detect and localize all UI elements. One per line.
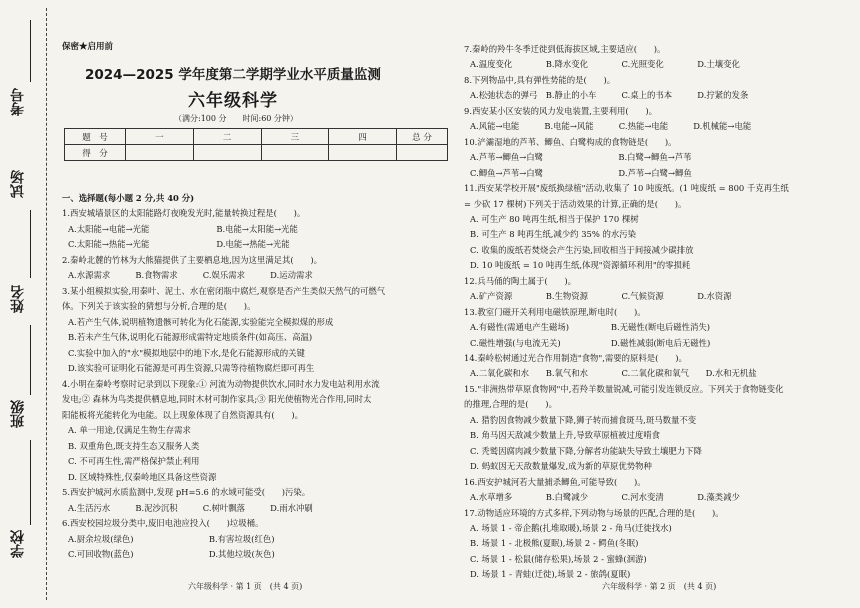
question-line: D.该实验可证明化石能源是可再生资源,只需等待植物腐烂即可再生 — [68, 363, 315, 373]
question-line: B. 角马因天敌减少数量上升,导致草原植被过度啃食 — [470, 430, 661, 441]
question-line: A.二氧化碳和水 B.氧气和水 C.二氧化碳和氧气 D.水和无机盐 — [470, 368, 757, 379]
score-table-score-row — [65, 145, 448, 161]
question-line: 13.教室门磁开关利用电磁铁原理,断电时( )。 — [464, 306, 646, 317]
exam-title: 2024—2025 学年度第二学期学业水平质量监测 — [85, 67, 381, 83]
question-line: 10.浐灞湿地的芦苇、鲫鱼、白鹭构成的食物链是( )。 — [464, 136, 677, 147]
exam-number-line — [30, 20, 31, 82]
table-cell: 得 分 — [65, 145, 126, 161]
question-line: A.水草增多 B.白鹭减少 C.河水变清 D.藻类减少 — [470, 492, 740, 503]
score-cell — [193, 145, 261, 161]
table-header-cell: 四 — [329, 129, 397, 145]
question-line: C.实验中加入的"水"模拟地层中的地下水,是化石能源形成的关键 — [68, 347, 305, 358]
name-line — [30, 325, 31, 395]
question-line: 17.动物适应环境的方式多样,下列动物与场景的匹配,合理的是( )。 — [464, 507, 724, 518]
secret-mark: 保密★启用前 — [62, 42, 114, 52]
question-line: 11.西安某学校开展"废纸换绿植"活动,收集了 10 吨废纸。(1 吨废纸 = 800 千克再生纸 — [464, 183, 789, 194]
question-line: C. 场景 1 - 松鼠(储存松果),场景 2 - 蜜蜂(洄游) — [470, 553, 647, 564]
left-page — [60, 0, 450, 608]
question-line: 15."非洲热带草原食物网"中,若羚羊数量锐减,可能引发连锁反应。下列关于食物链变化 — [464, 383, 784, 394]
question-line: B. 可生产 8 吨再生纸,减少约 35% 的水污染 — [470, 229, 636, 240]
exam-room-label: 试场 — [10, 170, 26, 198]
question-line: 2.秦岭北麓的竹林为大熊猫提供了主要栖息地,因为这里满足其( )。 — [62, 254, 323, 265]
question-line: 体。下列关于该实验的猜想与分析,合理的是( )。 — [62, 301, 256, 311]
name-label: 姓名 — [10, 285, 26, 313]
school-label: 学校 — [10, 530, 26, 558]
question-line: A.松弛状态的弹弓 B.静止的小车 C.桌上的书本 D.拧紧的发条 — [470, 90, 749, 101]
exam-room-line — [30, 210, 31, 278]
score-cell — [261, 145, 329, 161]
question-line: 1.西安城墙景区的太阳能路灯夜晚发光时,能量转换过程是( )。 — [62, 208, 306, 218]
right-page — [462, 0, 852, 608]
question-line: B. 场景 1 - 北极熊(夏眠),场景 2 - 鳄鱼(冬眠) — [470, 538, 639, 549]
question-line: A.有磁性(需通电产生磁场) B.无磁性(断电后磁性消失) — [470, 322, 710, 333]
question-line: C.可回收物(蓝色) D.其他垃圾(灰色) — [68, 549, 275, 559]
question-line: A.若产生气体,说明植物遗骸可转化为化石能源,实验能完全模拟煤的形成 — [68, 316, 334, 327]
question-line: 6.西安校园垃圾分类中,废旧电池应投入( )垃圾桶。 — [62, 518, 264, 528]
page-footer: 六年级科学 · 第 1 页 (共 4 页) — [188, 582, 303, 591]
question-line: A.水源需求 B.食物需求 C.娱乐需求 D.运动需求 — [68, 270, 313, 280]
page-footer: 六年级科学 · 第 2 页 (共 4 页) — [602, 582, 717, 591]
table-header-cell: 总 分 — [397, 129, 448, 145]
question-line: A.厨余垃圾(绿色) B.有害垃圾(红色) — [68, 533, 275, 544]
table-header-cell: 二 — [193, 129, 261, 145]
section-heading: 一、选择题(每小题 2 分,共 40 分) — [62, 193, 195, 203]
table-header-cell: 题 号 — [65, 129, 126, 145]
question-line: 3.某小组模拟实验,用秦叶、泥土、水在密闭瓶中腐烂,观察是否产生类似天然气的可燃气 — [62, 285, 386, 296]
exam-info: （满分:100 分 时间:60 分钟） — [174, 114, 298, 123]
score-cell — [329, 145, 397, 161]
question-line: C. 收集的废纸若焚烧会产生污染,回收相当于间接减少碳排放 — [470, 244, 694, 255]
table-header-cell: 一 — [126, 129, 194, 145]
question-line: C. 秃鹫因腐肉减少数量下降,分解者功能缺失导致土壤肥力下降 — [470, 445, 702, 456]
score-table — [64, 128, 448, 161]
question-line: A.风能→电能 B.电能→风能 C.热能→电能 D.机械能→电能 — [470, 121, 752, 132]
question-line: 阳能板将光能转化为电能。以上现象体现了自然资源具有( )。 — [62, 409, 304, 420]
question-line: C.鲫鱼→芦苇→白鹭 D.芦苇→白鹭→鲫鱼 — [470, 167, 692, 178]
class-label: 班级 — [10, 400, 26, 428]
question-line: D. 10 吨废纸 = 10 吨再生纸,体现"资源循环利用"的零损耗 — [470, 260, 691, 271]
question-line: 12.兵马俑的陶土属于( )。 — [464, 275, 576, 286]
question-line: D. 蚂蚁因无天敌数量爆发,成为新的草原优势物种 — [470, 461, 652, 472]
question-line: C. 不可再生性,需严格保护禁止利用 — [68, 456, 200, 466]
question-line: B.若未产生气体,说明化石能源形成需特定地质条件(如高压、高温) — [68, 332, 313, 342]
question-line: C.太阳能→热能→光能 D.电能→热能→光能 — [68, 239, 290, 249]
question-line: A.矿产资源 B.生物资源 C.气候资源 D.水资源 — [470, 291, 732, 302]
binding-strip — [0, 0, 58, 608]
class-line — [30, 440, 31, 525]
question-line: B. 双重角色,既支持生态又服务人类 — [68, 440, 200, 451]
table-header-cell: 三 — [261, 129, 329, 145]
question-line: A. 可生产 80 吨再生纸,相当于保护 170 棵树 — [470, 213, 639, 224]
question-line: = 少砍 17 棵树)下列关于活动效果的计算,正确的是( )。 — [464, 198, 687, 209]
score-table-header-row — [65, 129, 448, 145]
question-line: D. 场景 1 - 青蛙(迁徙),场景 2 - 旅鸽(夏眠) — [470, 569, 631, 580]
score-cell — [126, 145, 194, 161]
question-line: 发电;② 森林为鸟类提供栖息地,同时木材可制作家具;③ 阳光使植物光合作用,同时太 — [62, 394, 372, 404]
question-line: A.芦苇→鲫鱼→白鹭 B.白鹭→鲫鱼→芦苇 — [470, 152, 692, 163]
question-line: A. 猎豹因食物减少数量下降,狮子转而捕食斑马,斑马数量不变 — [470, 414, 697, 425]
question-line: 9.西安某小区安装的风力发电装置,主要利用( )。 — [464, 105, 658, 116]
question-line: C.磁性增强(与电流无关) D.磁性减弱(断电后无磁性) — [470, 337, 711, 348]
question-line: D. 区域特殊性,仅秦岭地区具备这些资源 — [68, 471, 217, 482]
question-line: A.生活污水 B.泥沙沉积 C.树叶飘落 D.雨水冲刷 — [68, 502, 313, 513]
question-line: A. 场景 1 - 帝企鹅(扎堆取暖),场景 2 - 角马(迁徙找水) — [470, 522, 672, 533]
question-line: A. 单一用途,仅满足生物生存需求 — [68, 425, 191, 435]
question-line: 8.下列物品中,具有弹性势能的是( )。 — [464, 74, 616, 85]
subject-title: 六年级科学 — [188, 91, 278, 111]
question-line: 4.小明在秦岭考察时记录到以下现象:① 河流为动物提供饮水,同时水力发电站利用水流 — [62, 378, 380, 389]
question-line: A.温度变化 B.降水变化 C.光照变化 D.土壤变化 — [470, 59, 740, 70]
exam-number-label: 考号 — [10, 88, 26, 116]
question-line: A.太阳能→电能→光能 B.电能→太阳能→光能 — [68, 223, 298, 234]
question-line: 5.西安护城河水质监测中,发现 pH=5.6 的水域可能受( )污染。 — [62, 487, 311, 497]
question-line: 14.秦岭松树通过光合作用制造"食物",需要的原料是( )。 — [464, 353, 687, 363]
question-line: 7.秦岭的羚牛冬季迁徙到低海拔区域,主要适应( )。 — [464, 44, 666, 54]
score-cell — [397, 145, 448, 161]
question-line: 16.西安护城河若大量捕杀鲫鱼,可能导致( )。 — [464, 476, 646, 487]
question-line: 的推理,合理的是( )。 — [464, 399, 557, 410]
